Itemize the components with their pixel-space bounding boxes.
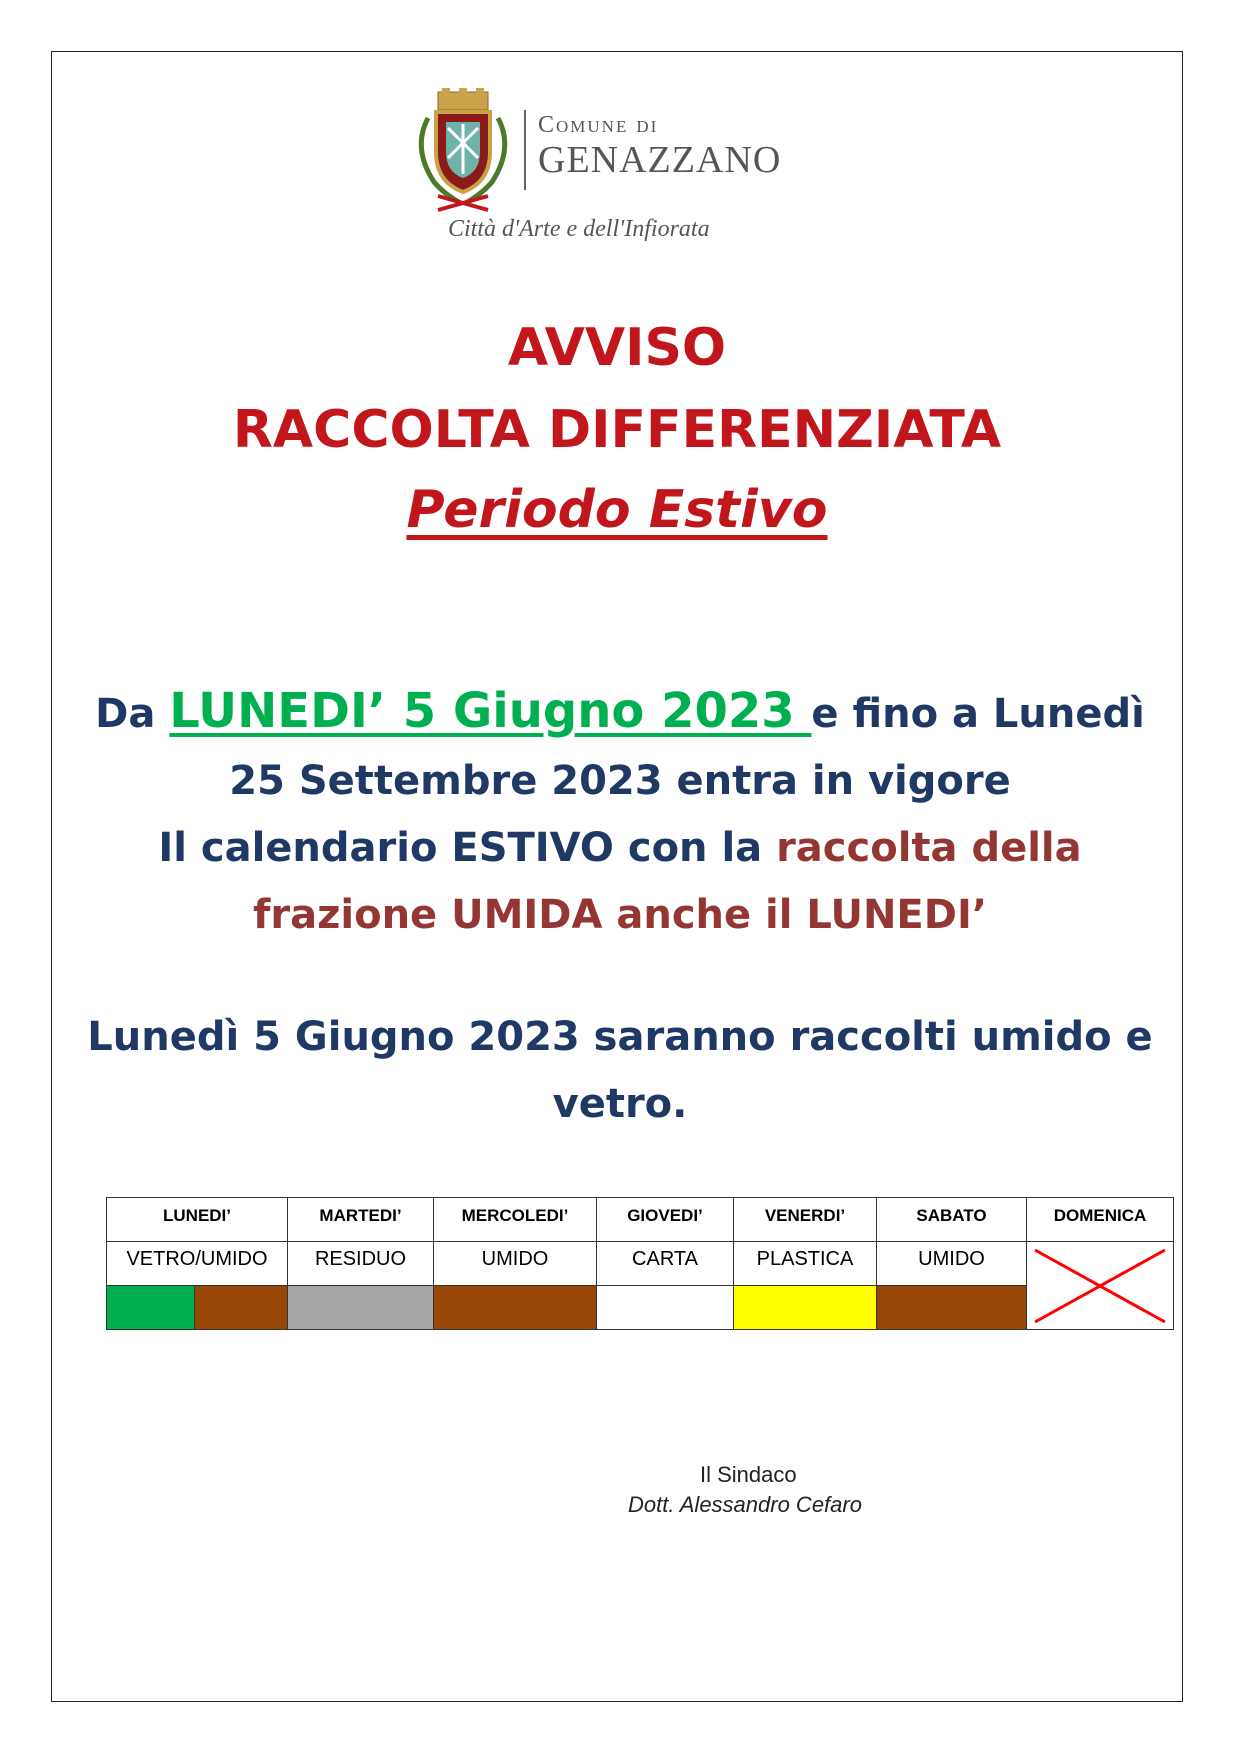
calendar-materials-row bbox=[107, 1242, 1174, 1286]
day-header: LUNEDI’ bbox=[107, 1198, 288, 1242]
logo-separator bbox=[524, 110, 526, 190]
highlight-text: raccolta della frazione UMIDA anche il LUNEDI’ bbox=[252, 825, 1082, 938]
color-swatch-umido bbox=[877, 1286, 1027, 1330]
collection-calendar bbox=[106, 1197, 1174, 1330]
notice-period: Periodo Estivo bbox=[406, 480, 828, 540]
until-text: e fino a Lunedì 25 Settembre 2023 entra in vigore bbox=[229, 691, 1145, 804]
color-swatch-residuo bbox=[288, 1286, 434, 1330]
day-header: VENERDI’ bbox=[734, 1198, 877, 1242]
no-collection-cell bbox=[1027, 1242, 1174, 1330]
color-swatch-umido bbox=[195, 1286, 288, 1330]
day-header: MARTEDI’ bbox=[288, 1198, 434, 1242]
material-cell: CARTA bbox=[597, 1242, 734, 1286]
material-cell: UMIDO bbox=[434, 1242, 597, 1286]
notice-subtitle: RACCOLTA DIFFERENZIATA bbox=[232, 400, 1002, 460]
material-cell: RESIDUO bbox=[288, 1242, 434, 1286]
material-cell: VETRO/UMIDO bbox=[107, 1242, 288, 1286]
notice-paragraph-2: Lunedì 5 Giugno 2023 saranno raccolti umido e vetro. bbox=[87, 1014, 1153, 1127]
logo-motto: Città d'Arte e dell'Infiorata bbox=[448, 216, 710, 242]
logo-line-2: GENAZZANO bbox=[538, 139, 782, 181]
day-header: DOMENICA bbox=[1027, 1198, 1174, 1242]
start-date: LUNEDI’ 5 Giugno 2023 bbox=[169, 683, 812, 739]
day-header: MERCOLEDI’ bbox=[434, 1198, 597, 1242]
da-text: Da bbox=[95, 691, 170, 737]
calendar-days-row bbox=[107, 1198, 1174, 1242]
logo-line-1: Comune di bbox=[538, 112, 659, 138]
signature-name: Dott. Alessandro Cefaro bbox=[628, 1492, 862, 1517]
color-swatch-plastica bbox=[734, 1286, 877, 1330]
calendar-colors-row bbox=[107, 1286, 1174, 1330]
calendar-text: Il calendario ESTIVO con la bbox=[158, 825, 777, 871]
municipality-logo bbox=[408, 88, 808, 258]
day-header: GIOVEDI’ bbox=[597, 1198, 734, 1242]
notice-paragraph-1 bbox=[70, 678, 1170, 949]
color-swatch-carta bbox=[597, 1286, 734, 1330]
signature-role: Il Sindaco bbox=[700, 1462, 797, 1487]
color-swatch-umido bbox=[434, 1286, 597, 1330]
material-cell: UMIDO bbox=[877, 1242, 1027, 1286]
cross-icon bbox=[1027, 1242, 1174, 1330]
color-swatch-vetro bbox=[107, 1286, 195, 1330]
day-header: SABATO bbox=[877, 1198, 1027, 1242]
material-cell: PLASTICA bbox=[734, 1242, 877, 1286]
coat-of-arms-icon bbox=[408, 88, 518, 212]
notice-title: AVVISO bbox=[507, 318, 727, 378]
